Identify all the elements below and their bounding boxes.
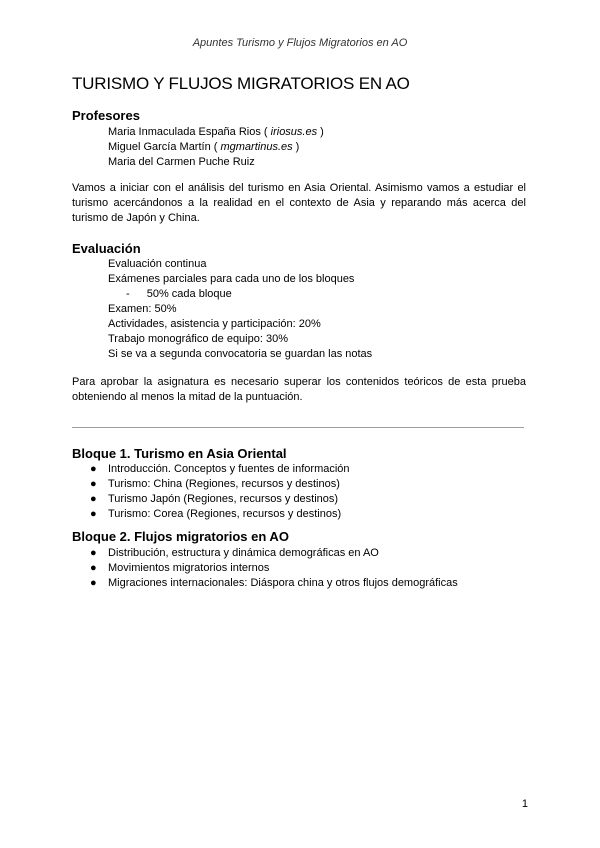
- list-item: ● Turismo: Corea (Regiones, recursos y destinos): [90, 508, 342, 520]
- bullet-icon: ●: [90, 493, 97, 505]
- profesor-email: mgmartinus.es: [220, 141, 293, 153]
- evaluacion-item: Trabajo monográfico de equipo: 30%: [108, 333, 288, 345]
- profesores-list: [108, 125, 324, 170]
- evaluacion-heading: Evaluación: [72, 241, 141, 256]
- list-item: ● Migraciones internacionales: Diáspora china y otros flujos demográficas: [90, 577, 458, 589]
- running-header: Apuntes Turismo y Flujos Migratorios en AO: [192, 37, 408, 49]
- profesor-item: Maria del Carmen Puche Ruiz: [108, 156, 255, 168]
- dash-marker: -: [126, 288, 130, 300]
- bullet-icon: ●: [90, 478, 97, 490]
- evaluacion-item: Actividades, asistencia y participación: 20%: [108, 318, 321, 330]
- list-item: ● Distribución, estructura y dinámica demográficas en AO: [90, 547, 379, 559]
- list-item: ● Movimientos migratorios internos: [90, 562, 270, 574]
- document-title: TURISMO Y FLUJOS MIGRATORIOS EN AO: [72, 74, 410, 93]
- bloque1-list: [90, 462, 350, 522]
- bullet-icon: ●: [90, 547, 97, 559]
- evaluacion-item: Evaluación continua: [108, 258, 207, 270]
- aprobar-paragraph: Para aprobar la asignatura es necesario superar los contenidos teóricos de esta prueba obteniendo al menos la mitad de la puntuación.: [72, 376, 526, 403]
- bullet-icon: ●: [90, 508, 97, 520]
- bullet-icon: ●: [90, 562, 97, 574]
- profesor-email: iriosus.es: [270, 126, 318, 138]
- bloque2-list: [90, 546, 458, 591]
- list-item: ● Turismo: China (Regiones, recursos y destinos): [90, 478, 340, 490]
- evaluacion-item: Examen: 50%: [108, 303, 177, 315]
- list-item: ● Introducción. Conceptos y fuentes de información: [90, 463, 350, 475]
- section-divider: [72, 427, 524, 428]
- bullet-icon: ●: [90, 463, 97, 475]
- profesores-heading: Profesores: [72, 108, 140, 123]
- page-number: 1: [521, 798, 528, 810]
- bullet-icon: ●: [90, 577, 97, 589]
- list-item: ● Turismo Japón (Regiones, recursos y destinos): [90, 493, 339, 505]
- profesor-item: Miguel García Martín ( mgmartinus.es ): [108, 141, 300, 153]
- evaluacion-item: Si se va a segunda convocatoria se guardan las notas: [108, 348, 373, 360]
- evaluacion-list: [108, 257, 372, 362]
- bloque1-heading: Bloque 1. Turismo en Asia Oriental: [72, 446, 287, 461]
- intro-paragraph: Vamos a iniciar con el análisis del turismo en Asia Oriental. Asimismo vamos a estudiar el turismo acercándonos a la realidad en el contexto de Asia y reparando más acerca del turismo de Japón y China.: [72, 182, 526, 224]
- evaluacion-subitem: - 50% cada bloque: [126, 288, 232, 300]
- bloque2-heading: Bloque 2. Flujos migratorios en AO: [72, 529, 289, 544]
- evaluacion-item: Exámenes parciales para cada uno de los bloques: [108, 273, 355, 285]
- profesor-item: Maria Inmaculada España Rios ( iriosus.es ): [108, 126, 324, 138]
